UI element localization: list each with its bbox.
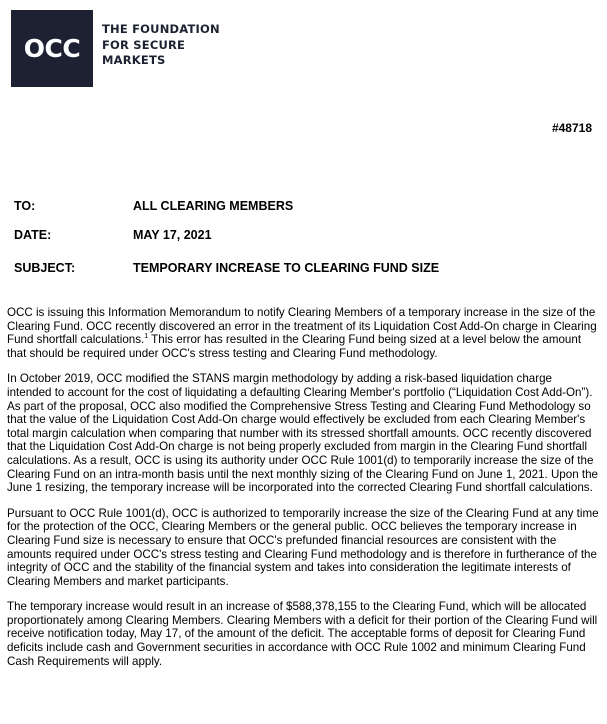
paragraph-text: This error has resulted in the Clearing Fund being sized at a level below the amount that should be required under OCC's stress testing and Clearing Fund methodology. — [7, 333, 582, 360]
subject-value: TEMPORARY INCREASE TO CLEARING FUND SIZE — [133, 261, 440, 275]
tagline-line: MARKETS — [102, 53, 166, 67]
occ-logo — [11, 10, 93, 87]
memo-to-row — [14, 199, 594, 215]
paragraph — [7, 306, 599, 360]
logo-text: OCC — [23, 34, 81, 63]
date-value: MAY 17, 2021 — [133, 228, 212, 242]
memo-subject-row — [14, 261, 594, 277]
tagline-line: FOR SECURE — [102, 37, 186, 52]
paragraph: The temporary increase would result in an increase of $588,378,155 to the Clearing Fund, which will be allocated proportionately among Clearing Members. Clearing Members with a deficit for their portion of the Clearing Fund will receive notification today, May 17, of the amount of the deficit. The acceptable forms of deposit for Clearing Fund deficits include cash and Government securities in accordance with OCC Rule 1002 and minimum Clearing Fund Cash Requirements will apply. — [7, 600, 598, 668]
subject-label: SUBJECT: — [14, 261, 76, 275]
memo-number: #48718 — [551, 121, 592, 135]
paragraph: Pursuant to OCC Rule 1001(d), OCC is authorized to temporarily increase the size of the Clearing Fund at any time for the protection of the OCC, Clearing Members or the general public. OCC believes the temporary increase in Clearing Fund size is necessary to ensure that OCC's prefunded financial resources are consistent with the amounts required under OCC's stress testing and Clearing Fund methodology and is therefore in furtherance of the integrity of OCC and the stability of the financial system and takes into consideration the legitimate interests of Clearing Members and market participants. — [7, 506, 599, 588]
date-label: DATE: — [14, 228, 52, 242]
tagline — [102, 22, 220, 69]
paragraph-text: OCC is issuing this Information Memorandum to notify Clearing Members of a temporary increase in the size of the Clearing Fund. OCC recently discovered an error in the treatment of its Liquidation Cost Add-On charge in Clearing Fund shortfall calculations. — [7, 306, 597, 347]
footnote-ref: 1 — [144, 333, 149, 341]
to-value: ALL CLEARING MEMBERS — [133, 199, 294, 213]
tagline-line: THE FOUNDATION — [102, 22, 220, 36]
memo-date-row — [14, 228, 594, 244]
paragraph: In October 2019, OCC modified the STANS margin methodology by adding a risk-based liquidation charge intended to account for the cost of liquidating a defaulting Clearing Member's portfolio (“Liquidation Cost Add-On”). As part of the proposal, OCC also modified the Comprehensive Stress Testing and Clearing Fund Methodology so that the value of the Liquidation Cost Add-On charge would effectively be excluded from each Clearing Member's total margin calculation when comparing that number with its stressed shortfall amounts. OCC recently discovered that the Liquidation Cost Add-On charge is not being properly excluded from margin in the Clearing Fund shortfall calculations. As a result, OCC is using its authority under OCC Rule 1001(d) to temporarily increase the size of the Clearing Fund on an intra-month basis until the next monthly sizing of the Clearing Fund on June 1, 2021. Upon the June 1 resizing, the temporary increase will be incorporated into the corrected Clearing Fund shortfall calculations. — [7, 372, 598, 495]
to-label: TO: — [14, 199, 36, 213]
memo-body — [7, 306, 599, 680]
